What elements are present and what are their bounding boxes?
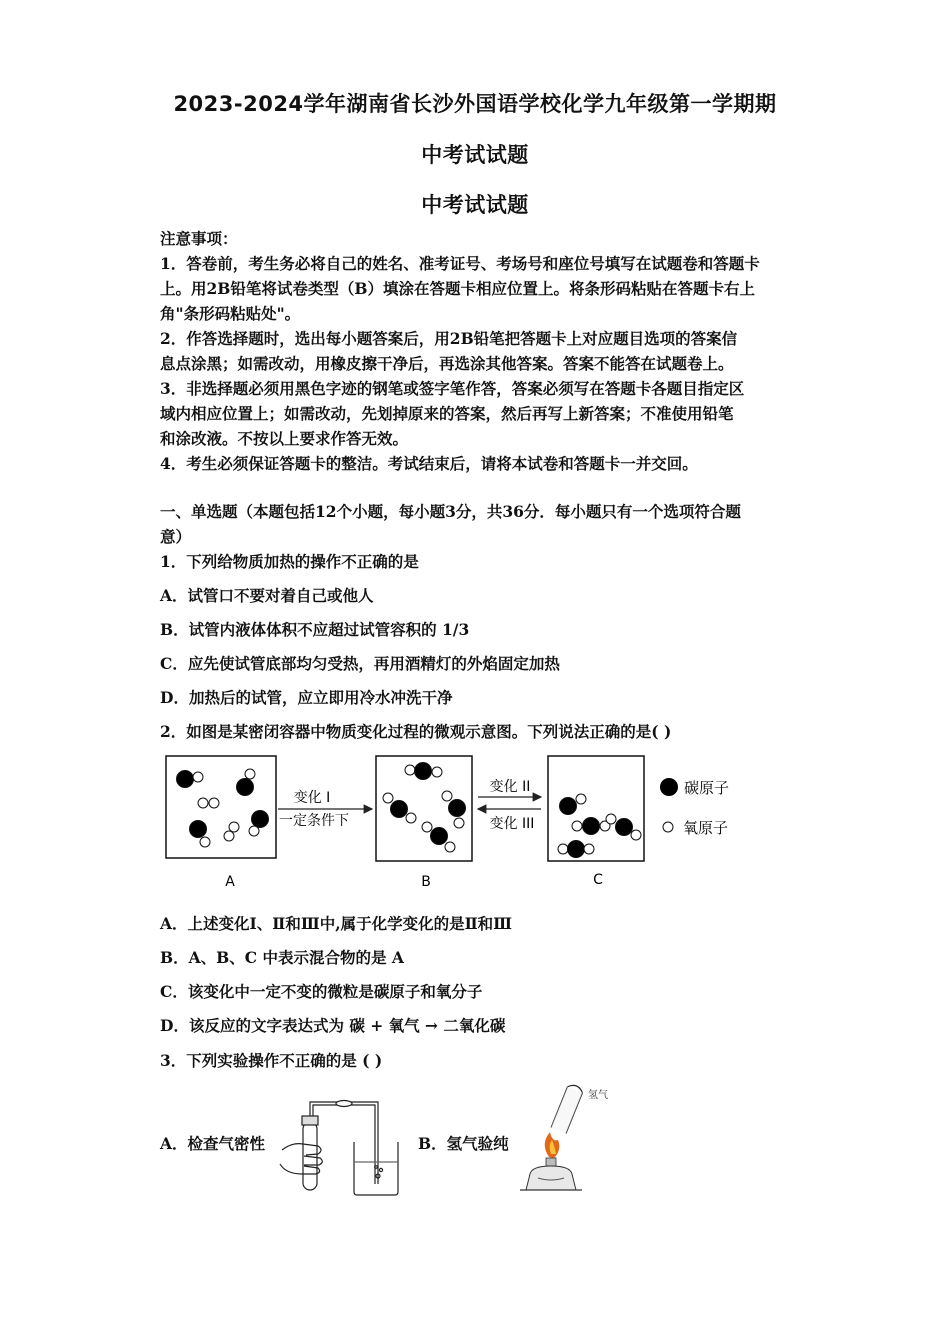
notice-line: 1．答卷前，考生务必将自己的姓名、准考证号、考场号和座位号填写在试题卷和答题卡 (160, 254, 760, 273)
question-1-option-a: A．试管口不要对着自己或他人 (160, 586, 374, 605)
legend-oxygen-label: 氧原子 (683, 819, 729, 837)
box-b-particles (383, 763, 466, 853)
box-a-particles (177, 769, 269, 847)
page-subtitle: 中考试试题 (421, 193, 529, 217)
legend-oxygen-symbol (663, 822, 673, 832)
question-1-stem: 1．下列给物质加热的操作不正确的是 (160, 552, 419, 571)
legend-carbon-label: 碳原子 (684, 779, 730, 797)
bubble (379, 1168, 382, 1171)
bubble (375, 1166, 378, 1169)
tube-connector (336, 1101, 352, 1107)
question-2-option-a: A．上述变化Ⅰ、Ⅱ和Ⅲ中,属于化学变化的是Ⅱ和Ⅲ (160, 914, 513, 933)
section-heading: 一、单选题（本题包括12个小题，每小题3分，共36分．每小题只有一个选项符合题 (160, 502, 741, 521)
question-2-option-c: C．该变化中一定不变的微粒是碳原子和氧分子 (160, 982, 483, 1001)
box-c-label: C (593, 872, 603, 888)
question-3-option-a: A．检查气密性 (160, 1134, 266, 1153)
question-1-option-b: B．试管内液体体积不应超过试管容积的 1/3 (160, 620, 470, 639)
notice-line: 4．考生必须保证答题卡的整洁。考试结束后，请将本试卷和答题卡一并交回。 (160, 454, 698, 473)
page-title-line2: 中考试试题 (421, 143, 529, 167)
hand (280, 1144, 322, 1174)
inverted-test-tube (551, 1083, 584, 1133)
question-1-option-d: D．加热后的试管，应立即用冷水冲洗干净 (160, 688, 453, 707)
delivery-tube (310, 1102, 378, 1184)
section-heading-cont: 意） (160, 527, 192, 546)
arrow-change-1-condition: 一定条件下 (279, 813, 349, 829)
arrow-change-2-label: 变化 II (489, 779, 531, 795)
alcohol-lamp (526, 1166, 576, 1190)
box-b-label: B (421, 874, 431, 890)
arrow-change-1-label: 变化 I (293, 790, 331, 806)
stopper (302, 1116, 318, 1125)
question-1-option-c: C．应先使试管底部均匀受热，再用酒精灯的外焰固定加热 (160, 654, 560, 673)
notice-line: 3．非选择题必须用黑色字迹的钢笔或签字笔作答，答案必须写在答题卡各题目指定区 (160, 379, 745, 398)
tube-gas-label: 氢气 (588, 1090, 608, 1101)
notice-line: 2．作答选择题时，选出每小题答案后，用2B铅笔把答题卡上对应题目选项的答案信 (160, 329, 738, 348)
box-a-label: A (225, 874, 235, 890)
notice-line: 息点涂黑；如需改动，用橡皮擦干净后，再选涂其他答案。答案不能答在试题卷上。 (160, 354, 734, 373)
question-2-option-d: D．该反应的文字表达式为 碳 + 氧气 → 二氧化碳 (160, 1016, 506, 1035)
question-2-stem: 2．如图是某密闭容器中物质变化过程的微观示意图。下列说法正确的是( ) (160, 722, 672, 741)
page-title: 2023-2024学年湖南省长沙外国语学校化学九年级第一学期期 (173, 92, 777, 116)
notice-heading: 注意事项： (160, 229, 238, 248)
notice-line: 上。用2B铅笔将试卷类型（B）填涂在答题卡相应位置上。将条形码粘贴在答题卡右上 (160, 279, 755, 298)
question-3-stem: 3．下列实验操作不正确的是 ( ) (160, 1051, 383, 1070)
airtightness-apparatus (270, 1092, 400, 1198)
legend-carbon-symbol (660, 778, 678, 796)
notice-line: 域内相应位置上；如需改动，先划掉原来的答案，然后再写上新答案；不准使用铅笔 (160, 404, 734, 423)
hydrogen-test-apparatus (516, 1082, 616, 1194)
arrow-change-3-label: 变化 III (489, 816, 535, 832)
particle-diagram (150, 750, 770, 895)
question-3-option-b: B．氢气验纯 (418, 1134, 509, 1153)
question-2-option-b: B．A、B、C 中表示混合物的是 A (160, 948, 404, 967)
box-c-particles (558, 794, 641, 858)
lamp-wick-holder (546, 1158, 556, 1166)
notice-line: 角"条形码粘贴处"。 (160, 304, 301, 323)
delivery-tube-inner (313, 1105, 375, 1184)
notice-line: 和涂改液。不按以上要求作答无效。 (160, 429, 409, 448)
